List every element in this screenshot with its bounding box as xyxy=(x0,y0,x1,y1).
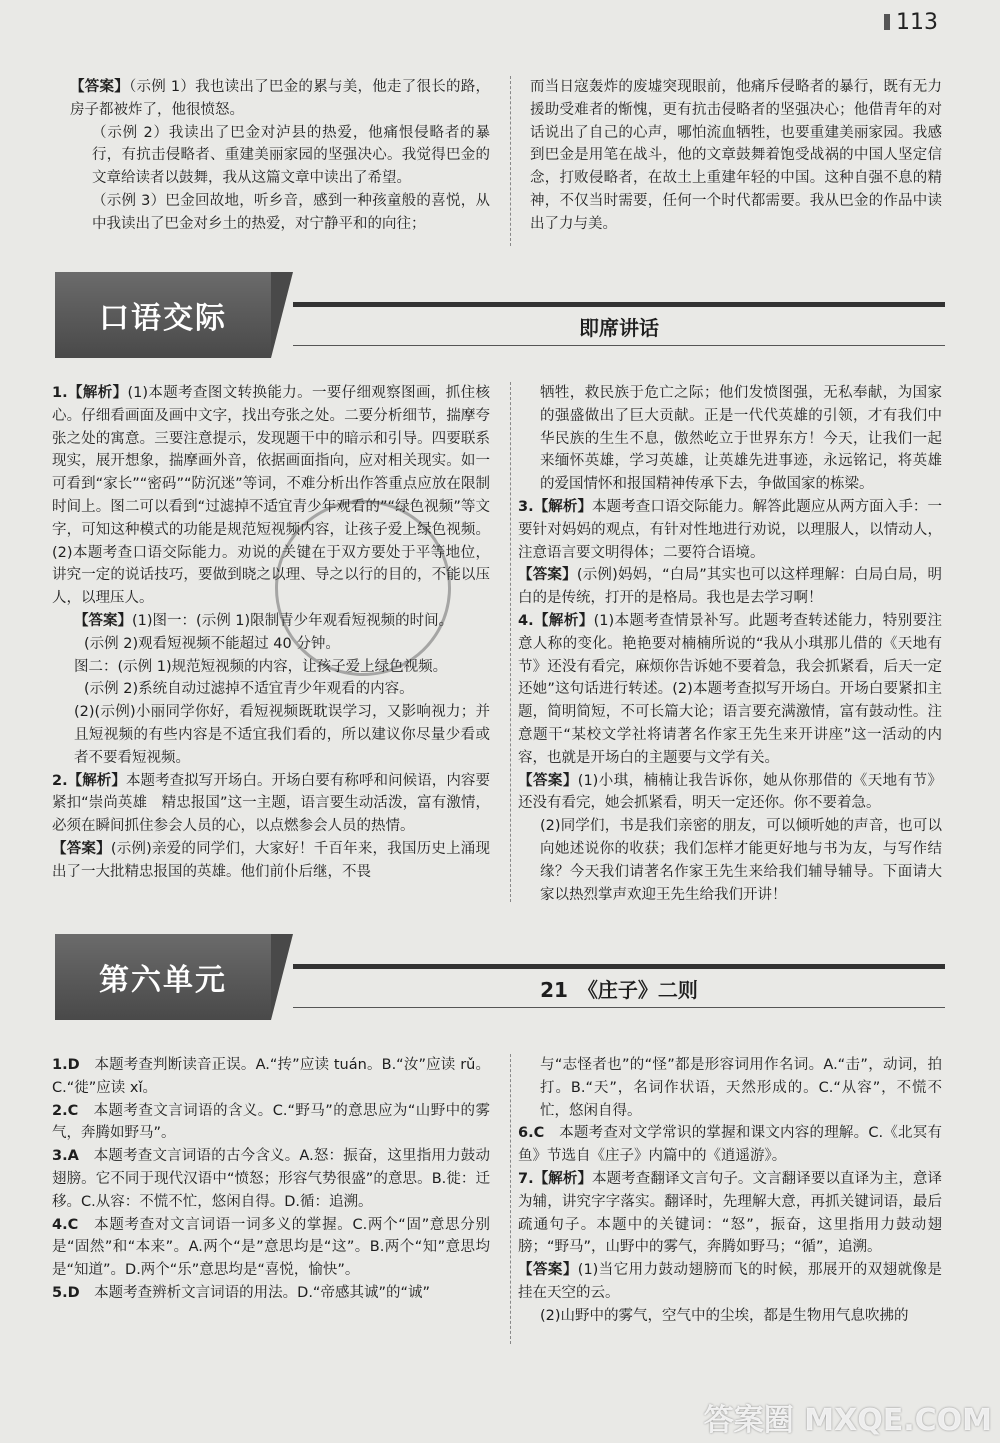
paragraph xyxy=(518,496,942,564)
column-divider xyxy=(510,76,512,246)
paragraph xyxy=(52,1282,490,1305)
top-left-column xyxy=(70,76,490,236)
answer-tag: 【解析】 xyxy=(533,498,593,515)
mid-right-column xyxy=(518,382,942,906)
paragraph xyxy=(52,1054,490,1100)
paragraph xyxy=(52,1145,490,1213)
paragraph-text: 本题考查文言词语的古今含义。A.怒：振奋，这里指用力鼓动翅膀。它不同于现代汉语中“愤怒；形容气势很盛”的意思。B.徙：迁移。C.从容：不慌不忙，悠闲自得。D.循：追溯。 xyxy=(52,1148,490,1210)
answer-key: C xyxy=(533,1125,560,1142)
page-number: 113 xyxy=(884,10,938,35)
paragraph xyxy=(518,1168,942,1259)
paragraph-text: 本题考查翻译文言句子。文言翻译要以直译为主，意译为辅，讲究字字落实。翻译时，先理解大意，再抓关键词语，最后疏通句子。本题中的关键词：“怒”，振奋，这里指用力鼓动翅膀；“野马”，山野中的雾气，奔腾如野马；“循”，追溯。 xyxy=(518,1170,943,1256)
section-label: 第六单元 xyxy=(55,934,271,1020)
paragraph-text: (示例)妈妈，“白局”其实也可以这样理解：白局白局，明白的是传统，打开的是格局。我也是去学习啊！ xyxy=(518,567,942,607)
paragraph-text: (2)山野中的雾气，空气中的尘埃，都是生物用气息吹拂的 xyxy=(540,1307,909,1324)
paragraph-text: (1)图一：(示例 1)限制青少年观看短视频的时间。 xyxy=(132,612,454,629)
paragraph xyxy=(518,770,942,816)
paragraph xyxy=(52,1214,490,1282)
paragraph-text: 本题考查对文学常识的掌握和课文内容的理解。C.《北冥有鱼》节选自《庄子》内篇中的《逍遥游》。 xyxy=(518,1125,942,1165)
answer-key: C xyxy=(67,1216,95,1233)
question-number: 2. xyxy=(52,772,68,789)
answer-key: C xyxy=(67,1102,94,1119)
paragraph xyxy=(518,610,942,770)
question-number: 2. xyxy=(52,1102,68,1119)
question-number: 7. xyxy=(518,1170,534,1187)
paragraph xyxy=(518,1305,942,1328)
column-divider xyxy=(510,382,512,902)
paragraph xyxy=(52,1100,490,1146)
answer-key: D xyxy=(67,1284,95,1301)
paragraph-text: 本题考查对文言词语一词多义的掌握。C.两个“固”意思分别是“固然”和“本来”。A.两个“是”意思均是“这”。B.两个“知”意思均是“知道”。D.两个“乐”意思均是“喜悦，愉快”。 xyxy=(52,1216,490,1279)
paragraph-text: (示例)亲爱的同学们，大家好！千百年来，我国历史上涌现出了一大批精忠报国的英雄。他们前仆后继，不畏 xyxy=(52,840,491,880)
answer-tag: 【解析】 xyxy=(67,772,126,789)
watermark-logo: 答案圈 MXQE.COM xyxy=(703,1403,992,1438)
answer-tag: 【答案】 xyxy=(74,612,132,629)
paragraph-text: (示例 2)系统自动过滤掉不适宜青少年观看的内容。 xyxy=(84,681,414,698)
paragraph xyxy=(52,678,490,701)
top-right-paragraph: 而当日寇轰炸的废墟突现眼前，他痛斥侵略者的暴行，既有无力援助受难者的惭愧，更有抗击侵略者的坚强决心；他借青年的对话说出了自己的心声，哪怕流血牺牲，也要重建美丽家园。我感到巴金是用笔在战斗，他的文章鼓舞着饱受战祸的中国人坚定信念，打败侵略者，在故土上重建年轻的中国。这种自强不息的精神，不仅当时需要，任何一个时代都需要。我从巴金的作品中读出了力与美。 xyxy=(530,79,942,232)
paragraph xyxy=(70,122,490,190)
section-banner-oral xyxy=(55,272,945,358)
top-right-column xyxy=(530,76,942,236)
question-number: 1. xyxy=(52,1057,68,1073)
paragraph-text: （示例 2）我读出了巴金对泸县的热爱，他痛恨侵略者的暴行，有抗击侵略者、重建美丽家园的坚强决心。我觉得巴金的文章给读者以鼓舞，我从这篇文章中读出了希望。 xyxy=(92,124,490,187)
paragraph xyxy=(52,656,490,679)
paragraph-text: (1)小琪，楠楠让我告诉你，她从你那借的《天地有节》还没有看完，她会抓紧看，明天一定还你。你不要着急。 xyxy=(518,772,943,812)
paragraph-text: (2)同学们，书是我们亲密的朋友，可以倾听她的声音，也可以向她述说你的收获；我们怎样才能更好地与书为友，与写作结缘？今天我们请著名作家王先生来给我们辅导辅导。下面请大家以热烈掌声欢迎王先生给我们开讲！ xyxy=(540,818,942,903)
answer-tag: 【解析】 xyxy=(533,612,594,629)
paragraph-text: (示例 2)观看短视频不能超过 40 分钟。 xyxy=(84,635,340,652)
question-number: 3. xyxy=(518,498,534,515)
paragraph xyxy=(518,1259,942,1305)
paragraph xyxy=(52,838,490,884)
paragraph xyxy=(518,382,942,496)
paragraph xyxy=(518,564,942,610)
question-number: 6. xyxy=(518,1125,534,1142)
section-title: 21 《庄子》二则 xyxy=(540,978,698,1002)
paragraph-text: 图二：(示例 1)规范短视频的内容，让孩子爱上绿色视频。 xyxy=(74,658,448,675)
answer-tag: 【答案】 xyxy=(518,772,578,789)
answer-tag: 【解析】 xyxy=(67,385,128,401)
question-number: 5. xyxy=(52,1284,68,1301)
section-banner-unit6 xyxy=(55,934,945,1020)
question-number: 4. xyxy=(518,612,534,629)
bottom-left-column xyxy=(52,1054,490,1305)
answer-tag: 【答案】 xyxy=(52,840,111,857)
paragraph-text: (1)本题考查情景补写。此题考查转述能力，特别要注意人称的变化。艳艳要对楠楠所说的“我从小琪那儿借的《天地有节》还没有看完，麻烦你告诉她不要着急，我会抓紧看，后天一定还她”这句话进行转述。(2)本题考查拟写开场白。开场白要紧扣主题，简明简短，不可长篇大论；语言要充满激情，富有鼓动性。注意题干“某校文学社将请著名作家王先生来开讲座”这一活动的内容，也就是开场白的主题要与文学有关。 xyxy=(518,612,942,766)
paragraph-text: 本题考查拟写开场白。开场白要有称呼和问候语，内容要紧扣“崇尚英雄 精忠报国”这一主题，语言要生动活泼，富有激情，必须在瞬间抓住参会人员的心，以点燃参会人员的热情。 xyxy=(52,772,490,835)
paragraph-text: 本题考查辨析文言词语的用法。D.“帝感其诚”的“诚” xyxy=(94,1284,430,1301)
paragraph-text: 与“志怪者也”的“怪”都是形容词用作名词。A.“击”，动词，拍打。B.“天”，名词作状语，天然形成的。C.“从容”，不慌不忙，悠闲自得。 xyxy=(540,1057,942,1119)
column-divider xyxy=(510,1054,512,1344)
answer-tag: 【答案】 xyxy=(518,1262,578,1279)
answer-key: D xyxy=(67,1057,95,1073)
paragraph-text: (1)当它用力鼓动翅膀而飞的时候，那展开的双翅就像是挂在天空的云。 xyxy=(518,1262,943,1301)
answer-tag: 【解析】 xyxy=(533,1170,593,1187)
paragraph-text: 本题考查口语交际能力。解答此题应从两方面入手：一要针对妈妈的观点，有针对性地进行劝说，以理服人，以情动人，注意语言要文明得体；二要符合语境。 xyxy=(518,498,943,561)
paragraph xyxy=(52,770,490,838)
section-label: 口语交际 xyxy=(55,272,271,358)
answer-key: A xyxy=(67,1148,94,1165)
paragraph-text: 本题考查文言词语的含义。C.“野马”的意思应为“山野中的雾气，奔腾如野马”。 xyxy=(52,1102,490,1142)
question-number: 3. xyxy=(52,1148,68,1165)
answer-tag: 【答案】 xyxy=(70,79,130,95)
paragraph xyxy=(70,76,490,122)
paragraph xyxy=(70,190,490,236)
paragraph-text: (2)(示例)小丽同学你好，看短视频既耽误学习，又影响视力；并且短视频的有些内容是不适宜我们看的，所以建议你尽量少看或者不要看短视频。 xyxy=(74,704,490,766)
paragraph-text: (1)本题考查图文转换能力。一要仔细观察图画，抓住核心。仔细看画面及画中文字，找出夸张之处。二要分析细节，揣摩夸张之处的寓意。三要注意提示，发现题干中的暗示和引导。四要联系现实，展开想象，揣摩画外音，依据画面指向，应对相关现实。如一可看到“家长”“密码”“防沉迷”等词，不难分析出作答重点应放在限制时间上。图二可以看到“过滤掉不适宜青少年观看的”“绿色视频”等文字，可知这种模式的功能是规范短视频内容，让孩子爱上绿色视频。(2)本题考查口语交际能力。劝说的关键在于双方要处于平等地位，讲究一定的说话技巧，要做到晓之以理、导之以行的目的，不能以压人，以理压人。 xyxy=(52,385,491,607)
section-title: 即席讲话 xyxy=(579,316,659,340)
paragraph-text: （示例 1）我也读出了巴金的累与美，他走了很长的路，房子都被炸了，他很愤怒。 xyxy=(70,79,490,118)
paragraph-text: （示例 3）巴金回故地，听乡音，感到一种孩童般的喜悦，从中我读出了巴金对乡土的热爱，对宁静平和的向往； xyxy=(92,192,490,232)
paragraph xyxy=(52,701,490,769)
answer-tag: 【答案】 xyxy=(518,567,577,584)
question-number: 4. xyxy=(52,1216,68,1233)
question-number: 1. xyxy=(52,385,68,401)
paragraph-text: 本题考查判断读音正误。A.“抟”应读 tuán。B.“汝”应读 rǔ。C.“徙”应读 xǐ。 xyxy=(52,1057,490,1096)
paragraph-text: 牺牲，救民族于危亡之际；他们发愤图强，无私奉献，为国家的强盛做出了巨大贡献。正是一代代英雄的引领，才有我们中华民族的生生不息，傲然屹立于世界东方！今天，让我们一起来缅怀英雄，学习英雄，让英雄先进事迹，永远铭记，将英雄的爱国情怀和报国精神传承下去，争做国家的栋梁。 xyxy=(540,385,942,493)
paragraph xyxy=(518,1054,942,1122)
paragraph xyxy=(518,1122,942,1168)
bottom-right-column xyxy=(518,1054,942,1328)
paragraph xyxy=(518,815,942,906)
